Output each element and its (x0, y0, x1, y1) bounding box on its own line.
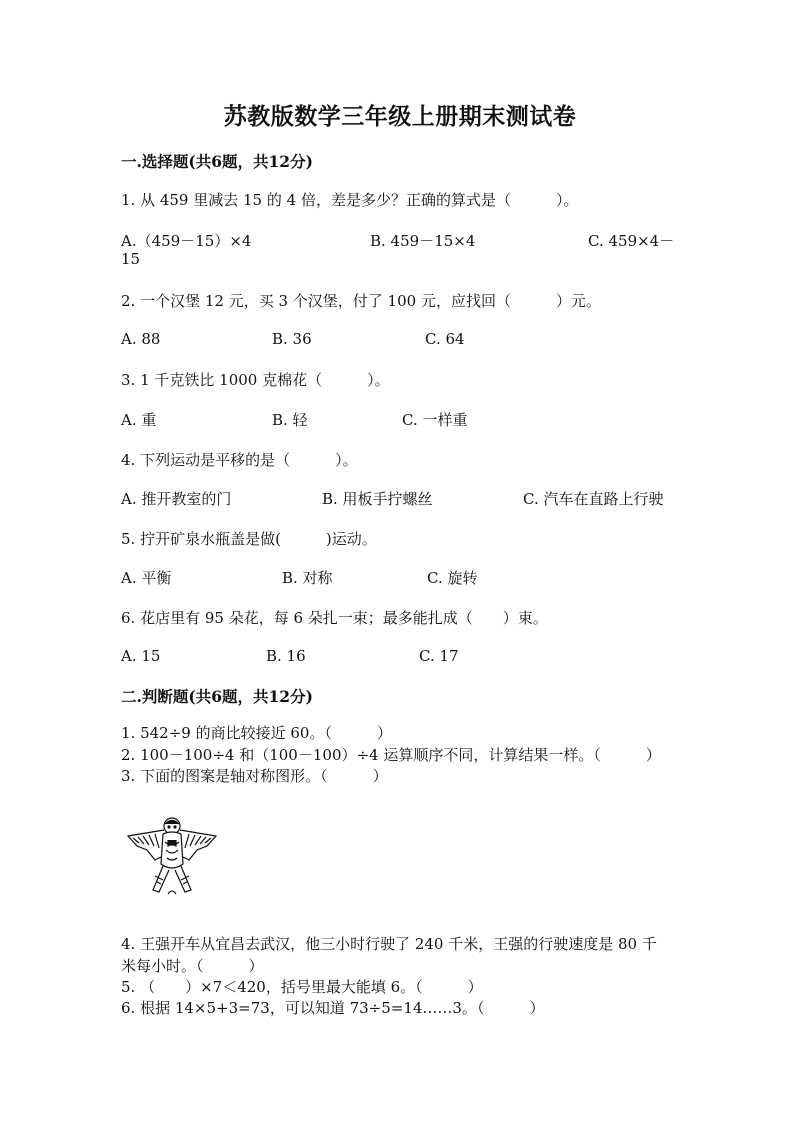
question-4: 4. 下列运动是平移的是（ ）。 (121, 451, 358, 469)
question-5: 5. 拧开矿泉水瓶盖是做( )运动。 (121, 530, 377, 548)
question-2: 2. 一个汉堡 12 元，买 3 个汉堡，付了 100 元，应找回（ ）元。 (121, 292, 601, 310)
q3-option-a: A. 重 (121, 411, 157, 429)
q1-option-c-wrap: 15 (121, 250, 141, 268)
section-heading-judgement: 二.判断题(共6题，共12分) (121, 687, 313, 706)
judgement-2: 2. 100－100÷4 和（100－100）÷4 运算顺序不同，计算结果一样。（ ） (121, 746, 661, 764)
question-1: 1. 从 459 里减去 15 的 4 倍，差是多少？正确的算式是（ ）。 (121, 191, 579, 209)
q4-option-c: C. 汽车在直路上行驶 (523, 490, 664, 508)
q2-option-b: B. 36 (272, 330, 312, 348)
q6-option-c: C. 17 (419, 647, 459, 665)
q2-option-c: C. 64 (425, 330, 465, 348)
q6-option-a: A. 15 (121, 647, 161, 665)
q2-option-a: A. 88 (121, 330, 161, 348)
exam-title: 苏教版数学三年级上册期末测试卷 (223, 103, 577, 130)
kite-figure (125, 816, 220, 898)
judgement-4: 4. 王强开车从宜昌去武汉，他三小时行驶了 240 千米，王强的行驶速度是 80 千 (121, 935, 657, 953)
q1-option-b: B. 459－15×4 (370, 232, 476, 250)
judgement-3: 3. 下面的图案是轴对称图形。（ ） (121, 767, 388, 785)
q5-option-c: C. 旋转 (427, 569, 478, 587)
q4-option-a: A. 推开教室的门 (121, 490, 232, 508)
q6-option-b: B. 16 (266, 647, 306, 665)
q5-option-b: B. 对称 (282, 569, 333, 587)
question-6: 6. 花店里有 95 朵花，每 6 朵扎一束；最多能扎成（ ）束。 (121, 609, 548, 627)
question-3: 3. 1 千克铁比 1000 克棉花（ ）。 (121, 371, 390, 389)
judgement-4-cont: 米每小时。（ ） (121, 957, 264, 975)
section-heading-choice: 一.选择题(共6题，共12分) (121, 152, 313, 171)
q1-option-a: A.（459－15）×4 (121, 232, 252, 250)
judgement-5: 5. （ ）×7＜420，括号里最大能填 6。（ ） (121, 978, 483, 996)
q3-option-b: B. 轻 (272, 411, 308, 429)
q4-option-b: B. 用板手拧螺丝 (322, 490, 433, 508)
q5-option-a: A. 平衡 (121, 569, 172, 587)
judgement-1: 1. 542÷9 的商比较接近 60。（ ） (121, 724, 392, 742)
q1-option-c: C. 459×4－ (588, 232, 675, 250)
judgement-6: 6. 根据 14×5+3=73，可以知道 73÷5=14……3。（ ） (121, 999, 545, 1017)
q3-option-c: C. 一样重 (402, 411, 468, 429)
